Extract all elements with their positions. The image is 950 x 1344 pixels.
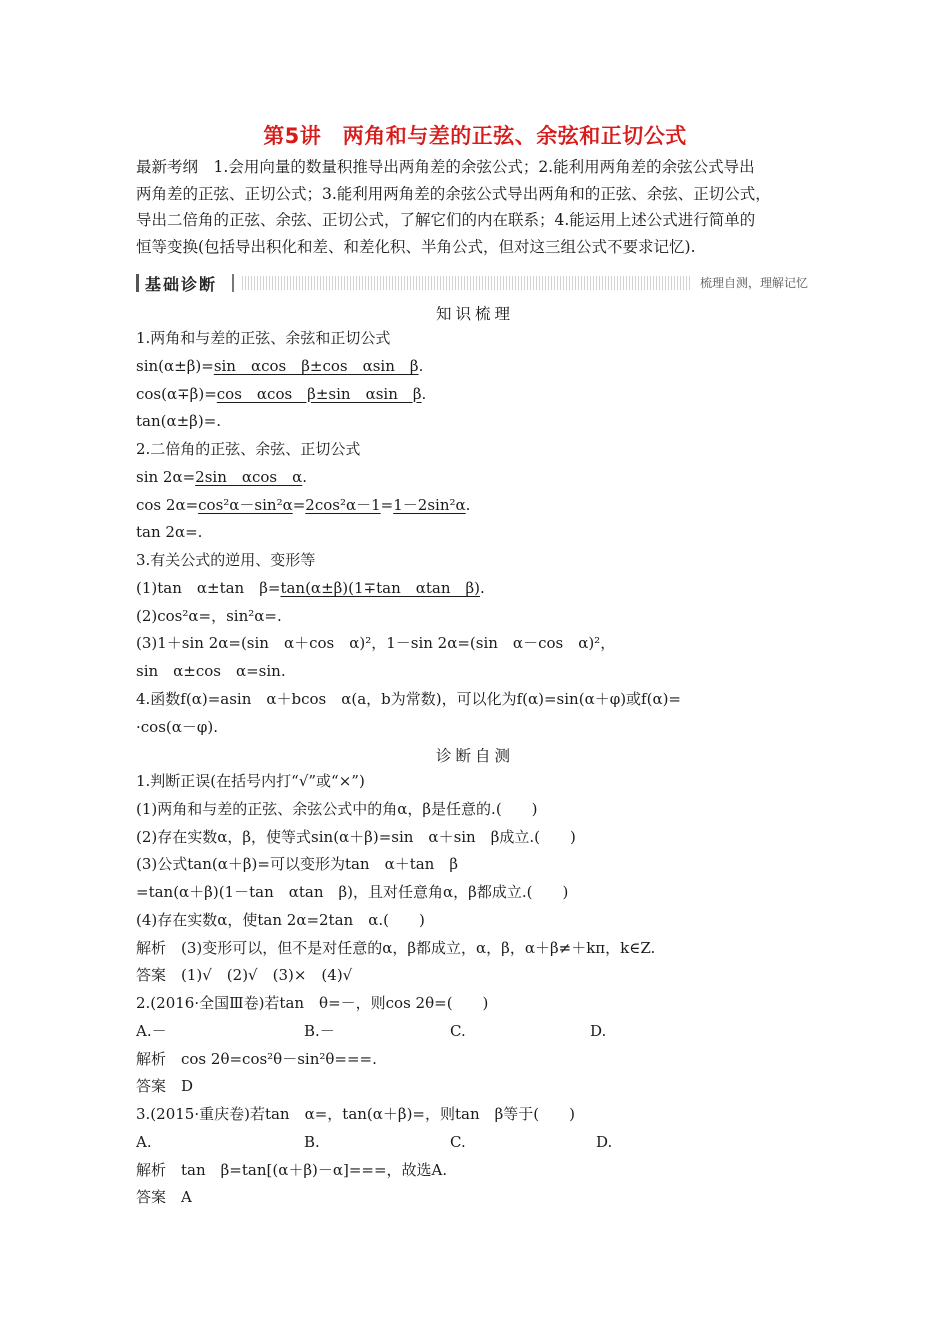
option-a: A. xyxy=(136,1132,152,1151)
question-title: 1.判断正误(在括号内打“√”或“×”) xyxy=(136,772,365,790)
option-a: A.－ xyxy=(136,1021,167,1040)
formula-line: tan 2α=. xyxy=(136,523,203,542)
judgement-item: =tan(α＋β)(1－tan αtan β)，且对任意角α，β都成立.( ) xyxy=(136,883,569,901)
syllabus-outline xyxy=(136,154,818,260)
explanation: 解析 tan β=tan[(α＋β)－α]===，故选A. xyxy=(136,1160,448,1179)
option-row xyxy=(136,1129,826,1157)
judgement-item: (4)存在实数α，使tan 2α=2tan α.( ) xyxy=(136,910,425,929)
formula-line: ·cos(α－φ). xyxy=(136,717,219,736)
judgement-item: (2)存在实数α，β，使等式sin(α＋β)=sin α＋sin β成立.( ) xyxy=(136,827,576,846)
formula-line: sin α±cos α=sin. xyxy=(136,662,286,680)
answer-blank: 2sin αcos α xyxy=(195,467,303,486)
outline-text: 1.会用向量的数量积推导出两角差的余弦公式；2.能利用两角差的余弦公式导出 xyxy=(213,158,755,176)
option-c: C. xyxy=(450,1021,466,1040)
formula-line: tan(α±β)=. xyxy=(136,412,222,431)
explanation: 解析 cos 2θ=cos²θ－sin²θ===. xyxy=(136,1049,377,1068)
formula-line: sin(α±β)=sin αcos β±cos αsin β. xyxy=(136,356,424,375)
subsection-title: 2.二倍角的正弦、余弦、正切公式 xyxy=(136,440,361,458)
formula-line: (3)1＋sin 2α=(sin α＋cos α)²，1－sin 2α=(sin α－cos α)²， xyxy=(136,634,616,653)
option-row xyxy=(136,1018,826,1046)
formula-line: (1)tan α±tan β=tan(α±β)(1∓tan αtan β). xyxy=(136,578,485,597)
knowledge-section xyxy=(136,325,826,741)
outline-first-line xyxy=(136,154,818,181)
answer-blank: tan(α±β)(1∓tan αtan β) xyxy=(280,578,481,597)
formula-line: (2)cos²α=，sin²α=. xyxy=(136,606,282,625)
answer: 答案 D xyxy=(136,1077,194,1096)
judgement-item: (3)公式tan(α＋β)=可以变形为tan α＋tan β xyxy=(136,855,459,874)
explanation: 解析 (3)变形可以，但不是对任意的α，β都成立，α，β，α＋β≠＋kπ，k∈Z. xyxy=(136,938,656,957)
section-heading-knowledge: 知识梳理 xyxy=(435,305,514,323)
lesson-title: 第5讲 两角和与差的正弦、余弦和正切公式 xyxy=(263,124,687,148)
answer-blank: cos αcos β±sin αsin β xyxy=(216,384,422,403)
section-banner xyxy=(136,272,814,294)
outline-lead: 最新考纲 xyxy=(136,158,199,176)
answer: 答案 A xyxy=(136,1188,192,1207)
answer-blank: cos²α－sin²α xyxy=(198,495,293,514)
subsection-title: 4.函数f(α)=asin α＋bcos α(a，b为常数)，可以化为f(α)=sin(α＋φ)或f(α)= xyxy=(136,689,682,708)
outline-line: 导出二倍角的正弦、余弦、正切公式，了解它们的内在联系；4.能运用上述公式进行简单的 xyxy=(136,211,756,229)
option-d: D. xyxy=(590,1021,607,1040)
banner-label: 基础诊断 xyxy=(145,275,218,294)
answer-blank: sin αcos β±cos αsin β xyxy=(213,356,419,375)
outline-line: 恒等变换(包括导出积化和差、和差化积、半角公式，但对这三组公式不要求记忆). xyxy=(136,237,696,256)
answer: 答案 (1)√ (2)√ (3)× (4)√ xyxy=(136,966,353,985)
formula-line: sin 2α=2sin αcos α. xyxy=(136,467,308,486)
diagnosis-section xyxy=(136,768,826,1212)
answer-blank: 2cos²α－1 xyxy=(305,495,381,514)
option-c: C. xyxy=(450,1132,466,1151)
formula-line: cos 2α=cos²α－sin²α=2cos²α－1=1－2sin²α. xyxy=(136,495,471,514)
subsection-title: 3.有关公式的逆用、变形等 xyxy=(136,551,316,569)
option-d: D. xyxy=(596,1132,613,1151)
outline-line: 两角差的正弦、正切公式；3.能利用两角差的余弦公式导出两角和的正弦、余弦、正切公式， xyxy=(136,184,771,203)
judgement-item: (1)两角和与差的正弦、余弦公式中的角α，β是任意的.( ) xyxy=(136,799,538,818)
answer-blank: 1－2sin²α xyxy=(393,495,466,514)
section-heading-diagnosis: 诊断自测 xyxy=(435,747,514,765)
question-title: 2.(2016·全国Ⅲ卷)若tan θ=－，则cos 2θ=( ) xyxy=(136,994,489,1012)
option-b: B. xyxy=(304,1132,320,1151)
formula-line: cos(α∓β)=cos αcos β±sin αsin β. xyxy=(136,384,427,403)
question-title: 3.(2015·重庆卷)若tan α=，tan(α＋β)=，则tan β等于( ) xyxy=(136,1105,576,1123)
banner-divider xyxy=(136,274,139,292)
banner-divider xyxy=(232,274,234,292)
subsection-title: 1.两角和与差的正弦、余弦和正切公式 xyxy=(136,329,391,347)
option-b: B.－ xyxy=(304,1021,335,1040)
banner-tag: 梳理自测，理解记忆 xyxy=(690,274,814,291)
